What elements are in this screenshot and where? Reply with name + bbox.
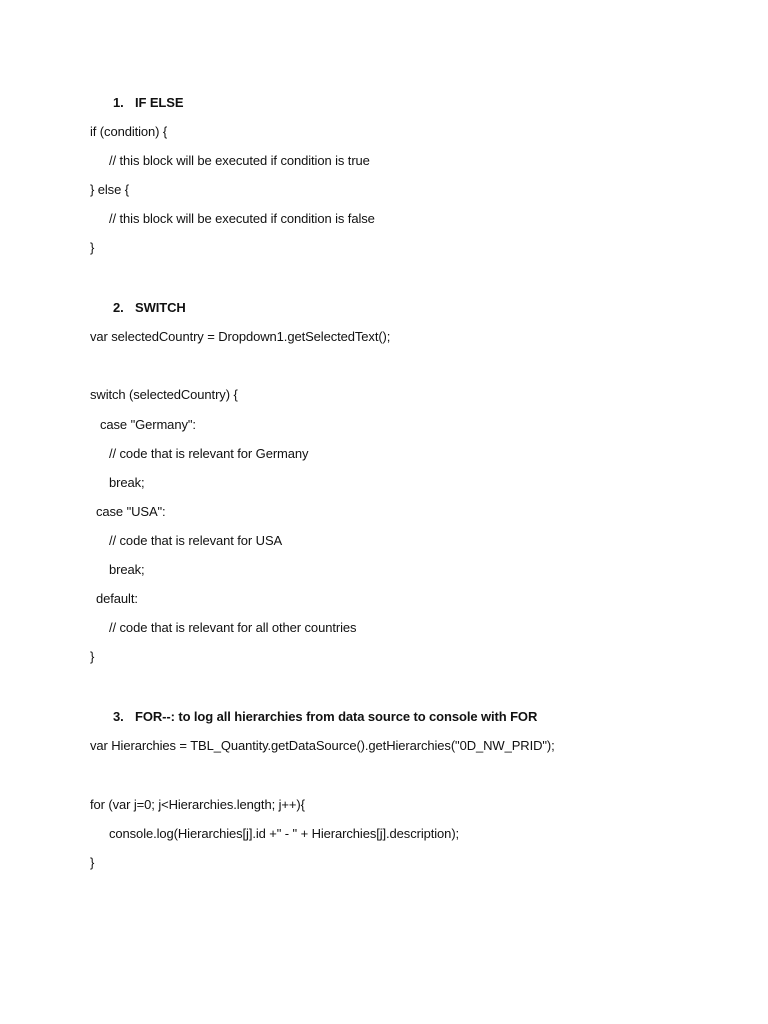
code-line: } (90, 240, 95, 255)
code-line: // code that is relevant for all other countries (109, 620, 357, 635)
section-2-title: SWITCH (135, 300, 186, 315)
code-line: // code that is relevant for Germany (109, 446, 309, 461)
code-line: switch (selectedCountry) { (90, 387, 238, 402)
section-1-title: IF ELSE (135, 95, 184, 110)
code-line: } (90, 855, 95, 870)
code-line: break; (109, 475, 145, 490)
code-line: var Hierarchies = TBL_Quantity.getDataSource().getHierarchies("0D_NW_PRID"); (90, 738, 555, 753)
section-1-number: 1. (113, 95, 124, 110)
code-line: } (90, 649, 95, 664)
section-3-heading (113, 709, 537, 725)
code-line: case "Germany": (100, 417, 196, 432)
section-3-number: 3. (113, 709, 124, 724)
section-2-heading (113, 300, 186, 316)
section-3-title: FOR--: to log all hierarchies from data source to console with FOR (135, 709, 538, 724)
section-1-heading (113, 95, 183, 111)
code-line: default: (96, 591, 138, 606)
code-line: // this block will be executed if condition is false (109, 211, 375, 226)
section-2-number: 2. (113, 300, 124, 315)
code-line: // this block will be executed if condition is true (109, 153, 370, 168)
code-line: case "USA": (96, 504, 166, 519)
code-line: if (condition) { (90, 124, 168, 139)
code-line: } else { (90, 182, 129, 197)
code-line: // code that is relevant for USA (109, 533, 283, 548)
code-line: for (var j=0; j<Hierarchies.length; j++){ (90, 797, 305, 812)
code-line: var selectedCountry = Dropdown1.getSelectedText(); (90, 329, 391, 344)
code-line: console.log(Hierarchies[j].id +" - " + Hierarchies[j].description); (109, 826, 460, 841)
code-line: break; (109, 562, 145, 577)
